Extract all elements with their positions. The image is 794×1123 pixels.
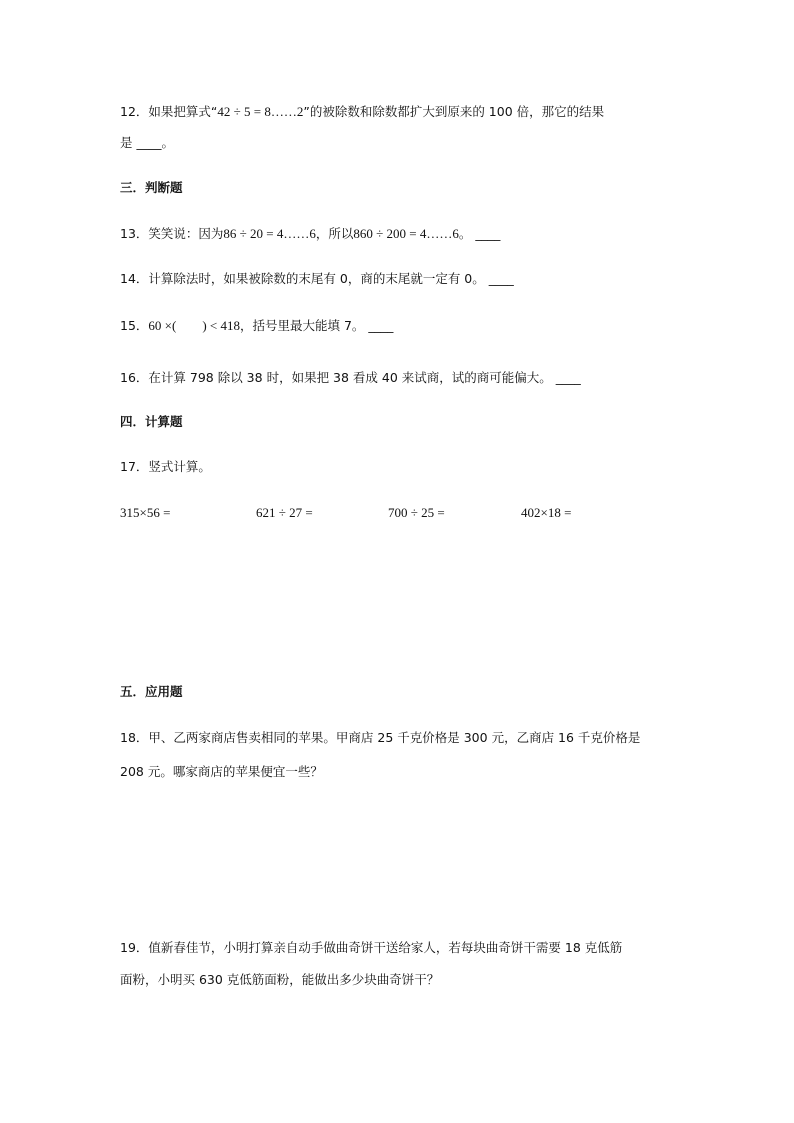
q12-line2: 是 ____。 — [120, 135, 174, 150]
q15-number: 15． — [120, 318, 149, 333]
calc-item: 402×18 = — [521, 505, 572, 520]
q16: 16．在计算 798 除以 38 时，如果把 38 看成 40 来试商，试的商可能偏大。 ____ — [120, 370, 581, 385]
section-heading-application: 五．应用题 — [120, 684, 183, 699]
q18-line2: 208 元。哪家商店的苹果便宜一些？ — [120, 764, 323, 779]
q12-line1 — [120, 104, 604, 120]
calc-item: 621 ÷ 27 = — [256, 505, 313, 520]
section-heading-judgement: 三．判断题 — [120, 180, 183, 195]
q18-line1: 18．甲、乙两家商店售卖相同的苹果。甲商店 25 千克价格是 300 元，乙商店 16 千克价格是 — [120, 730, 641, 745]
q15-expression: 60 ×( ) < 418 — [148, 318, 240, 333]
section-heading-calculation: 四．计算题 — [120, 414, 183, 429]
calc-item: 315×56 = — [120, 505, 171, 520]
q12-text-part2: ”的被除数和除数都扩大到原来的 100 倍，那它的结果 — [303, 104, 605, 119]
q12-text-part1: 12．如果把算式“ — [120, 104, 218, 119]
q15 — [120, 318, 393, 334]
q13-expression-1: 86 ÷ 20 = 4……6 — [223, 226, 316, 241]
q12-expression: 42 ÷ 5 = 8……2 — [217, 104, 304, 119]
q13-text-part2: ，所以 — [315, 226, 354, 241]
calc-item: 700 ÷ 25 = — [388, 505, 445, 520]
q13-expression-2: 860 ÷ 200 = 4……6 — [353, 226, 459, 241]
q13-text-part3: 。 ____ — [458, 226, 501, 241]
q14: 14．计算除法时，如果被除数的末尾有 0，商的末尾就一定有 0。 ____ — [120, 271, 514, 286]
q19-line2: 面粉，小明买 630 克低筋面粉，能做出多少块曲奇饼干？ — [120, 972, 440, 987]
q15-text: ，括号里最大能填 7。 ____ — [239, 318, 394, 333]
q19-line1: 19．值新春佳节，小明打算亲自动手做曲奇饼干送给家人，若每块曲奇饼干需要 18 克低筋 — [120, 940, 623, 955]
q13 — [120, 226, 500, 242]
q13-text-part1: 13．笑笑说：因为 — [120, 226, 224, 241]
q17-label: 17．竖式计算。 — [120, 459, 211, 474]
